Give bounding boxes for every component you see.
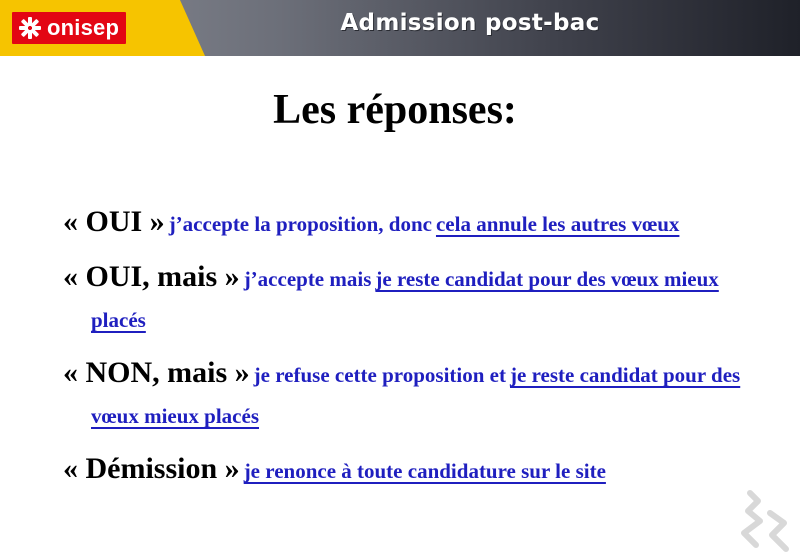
slide-title: Les réponses:: [273, 87, 517, 133]
answer-text: j’accepte la proposition, donc: [168, 212, 432, 236]
answer-underlined-text: je reste candidat pour des vœux mieux placés: [91, 363, 741, 428]
answer-text: j’accepte mais: [243, 267, 372, 291]
onisep-star-icon: [16, 14, 44, 42]
answer-oui-mais: [63, 258, 753, 342]
onisep-logo: [12, 12, 126, 44]
answer-non-mais: [63, 354, 753, 438]
answer-label: « NON, mais »: [63, 356, 250, 389]
answer-demission: [63, 450, 753, 493]
logo-text: onisep: [47, 15, 120, 40]
answer-underlined-text: je reste candidat pour des vœux mieux placés: [91, 267, 719, 332]
answer-underlined-text: je renonce à toute candidature sur le site: [243, 459, 606, 483]
header-bar: [0, 0, 800, 56]
answer-label: « OUI »: [63, 205, 165, 238]
answer-oui: [63, 203, 753, 246]
answer-label: « OUI, mais »: [63, 260, 240, 293]
answer-text: je refuse cette proposition et: [253, 363, 506, 387]
corner-decoration-icon: [730, 483, 800, 553]
header-title: Admission post-bac: [340, 10, 600, 36]
answer-label: « Démission »: [63, 452, 240, 485]
answer-underlined-text: cela annule les autres vœux: [435, 212, 680, 236]
answers-list: [63, 203, 753, 505]
